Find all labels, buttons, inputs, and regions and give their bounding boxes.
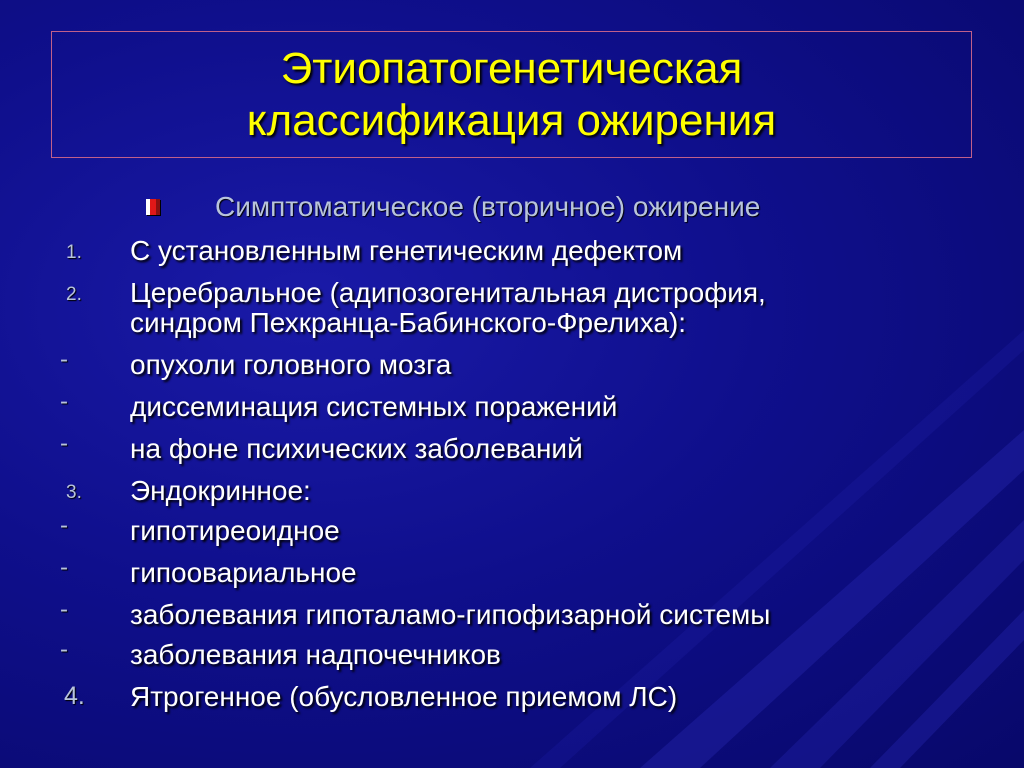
list-item-line: гипоовариальное [130, 557, 357, 588]
list-marker: - [60, 346, 68, 373]
list-marker: 2. [66, 284, 82, 305]
list-marker: - [60, 512, 68, 539]
list-item-text [130, 278, 766, 338]
list-marker: - [60, 636, 68, 663]
list-item-line: на фоне психических заболеваний [130, 433, 583, 464]
list-marker: - [60, 596, 68, 623]
list-item-line: синдром Пехкранца-Бабинского-Фрелиха): [130, 307, 687, 338]
list-item-text [130, 600, 770, 630]
list-marker: 3. [66, 482, 82, 503]
list-item-text [130, 558, 357, 588]
list-item-line: заболевания надпочечников [130, 639, 501, 670]
subheading [146, 190, 760, 224]
list-item-text [130, 434, 583, 464]
list-item-line: гипотиреоидное [130, 515, 340, 546]
list-item-text [130, 236, 682, 266]
list-item-text [130, 392, 617, 422]
list-item-line: Ятрогенное (обусловленное приемом ЛС) [130, 681, 678, 712]
slide-title-line-1: Этиопатогенетическая [280, 43, 743, 93]
list-item-line: заболевания гипоталамо-гипофизарной системы [130, 599, 771, 630]
list-item-text [130, 516, 340, 546]
list-item-line: Эндокринное: [130, 475, 311, 506]
list-item-line: диссеминация системных поражений [130, 391, 618, 422]
slide-title-line-2: классификация ожирения [246, 95, 777, 145]
list-item-line: Церебральное (адипозогенитальная дистрофия, [130, 277, 766, 308]
list-marker: 1. [66, 242, 82, 263]
square-bullet-icon [146, 199, 160, 215]
list-item-text [130, 476, 311, 506]
title-frame [51, 31, 972, 158]
list-item-text [130, 640, 501, 670]
list-marker: - [60, 430, 68, 457]
list-item-line: С установленным генетическим дефектом [130, 235, 683, 266]
list-item-text [130, 350, 451, 380]
list-item-line: опухоли головного мозга [130, 349, 452, 380]
list-item-text [130, 682, 677, 712]
subheading-text: Симптоматическое (вторичное) ожирение [215, 191, 761, 222]
list-marker: - [60, 388, 68, 415]
list-marker: 4. [64, 682, 85, 710]
list-marker: - [60, 554, 68, 581]
